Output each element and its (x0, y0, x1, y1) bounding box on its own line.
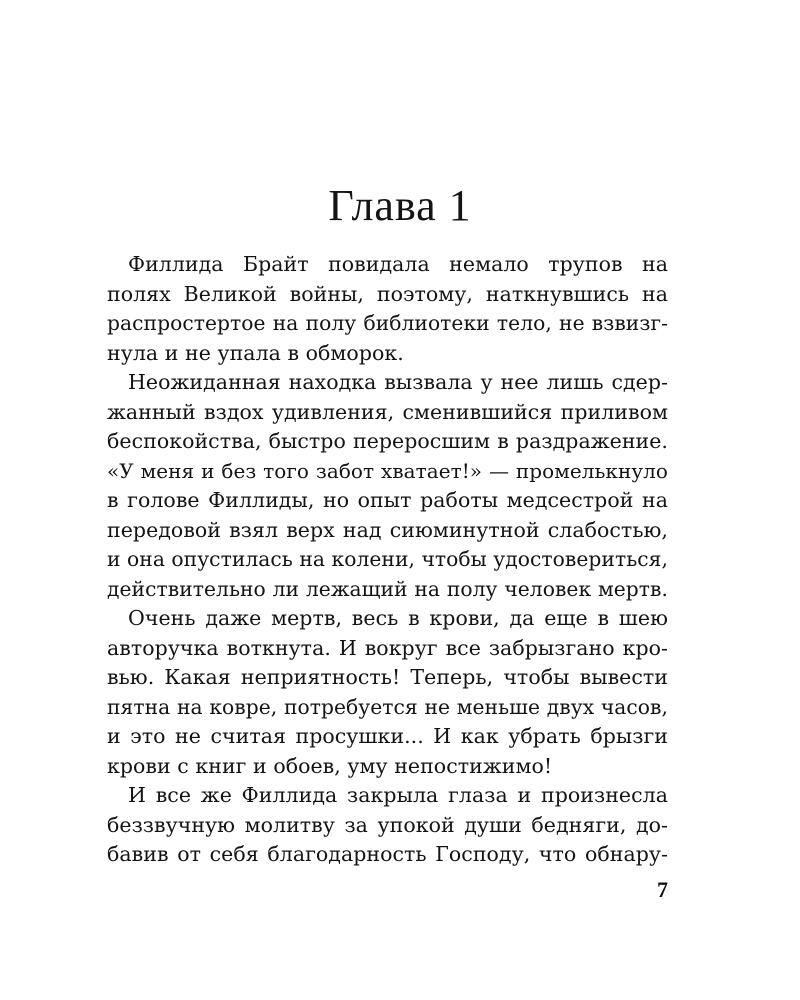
text-line: и это не считая просушки... И как убрать брызги (107, 724, 668, 748)
text-line: вью. Какая неприятность! Теперь, чтобы вывести (107, 665, 668, 689)
paragraph (107, 604, 668, 781)
text-line: «У меня и без того забот хватает!» — промелькнуло (107, 458, 668, 483)
text-line: крови с книг и обоев, уму непостижимо! (107, 753, 553, 778)
body-text (107, 250, 668, 870)
text-line: нула и не упала в обморок. (107, 340, 404, 365)
text-line: пятна на ковре, потребуется не меньше двух часов, (107, 694, 668, 719)
text-line: авторучка воткнута. И вокруг все забрызгано кро- (107, 635, 668, 660)
text-line: жанный вздох удивления, сменившийся приливом (107, 399, 668, 424)
text-line: и она опустилась на колени, чтобы удостовериться, (107, 547, 668, 571)
text-line: И все же Филлида закрыла глаза и произнесла (128, 783, 668, 807)
text-line: Неожиданная находка вызвала у нее лишь сдер- (128, 370, 668, 394)
paragraph (107, 368, 668, 604)
text-line: действительно ли лежащий на полу человек мертв. (107, 576, 668, 601)
text-line: передовой взял верх над сиюминутной слабостью, (107, 517, 668, 542)
text-line: распростертое на полу библиотеки тело, не взвизг- (107, 311, 668, 335)
text-line: бавив от себя благодарность Господу, что обнару- (107, 842, 668, 866)
page-number: 7 (657, 877, 668, 902)
text-line: Филлида Брайт повидала немало трупов на (128, 252, 668, 276)
text-line: беззвучную молитву за упокой души бедняги, до- (107, 812, 668, 837)
paragraph (107, 781, 668, 870)
paragraph (107, 250, 668, 368)
text-line: в голове Филлиды, но опыт работы медсестрой на (107, 488, 668, 512)
chapter-title: Глава 1 (328, 181, 472, 230)
text-line: полях Великой войны, поэтому, наткнувшись на (107, 281, 668, 306)
text-line: беспокойства, быстро переросшим в раздражение. (107, 429, 668, 453)
text-line: Очень даже мертв, весь в крови, да еще в шею (128, 606, 668, 630)
